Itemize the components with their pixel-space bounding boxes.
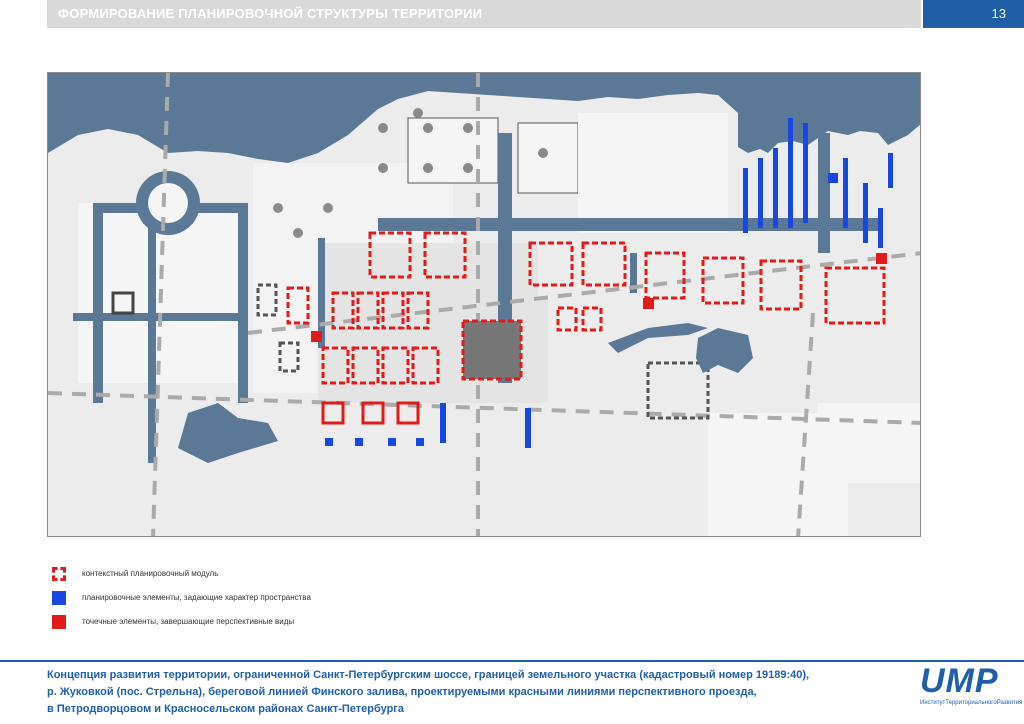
legend-label: контекстный планировочный модуль [82,569,219,578]
footer-line-3: в Петродворцовом и Красносельском районах Санкт-Петербурга [47,703,405,715]
logo-word: UMP [920,662,999,700]
dashed-red-square-icon [52,567,66,581]
institute-logo [920,662,1023,712]
logo-subtitle: ИнститутТерриториальногоРазвития [920,700,1023,706]
land-block [518,123,578,193]
roundabout-center [148,183,188,223]
land-block [818,403,921,483]
central-square [463,321,521,379]
footer-line-1: Концепция развития территории, ограниченной Санкт-Петербургским шоссе, границей земельного участка (кадастровый номер 19189:40), [47,669,810,681]
planning-map [47,72,921,537]
land-block [408,118,498,183]
footer-divider [0,660,1024,662]
red-square-icon [52,615,66,629]
land-block [578,113,728,233]
planning-map-svg [48,73,921,537]
footer-line-2: р. Жуковкой (пос. Стрельна), береговой линией Финского залива, проектируемыми красными линиями перспективного проезда, [47,686,757,698]
pond [696,328,753,373]
legend-label: точечные элементы, завершающие перспективные виды [82,617,295,626]
page-title: ФОРМИРОВАНИЕ ПЛАНИРОВОЧНОЙ СТРУКТУРЫ ТЕРРИТОРИИ [58,6,483,21]
blue-square-icon [52,591,66,605]
page-number: 13 [991,6,1006,21]
legend-label: планировочные элементы, задающие характер пространства [82,593,311,602]
page-number-box [923,0,1024,28]
footer-caption [47,667,847,718]
